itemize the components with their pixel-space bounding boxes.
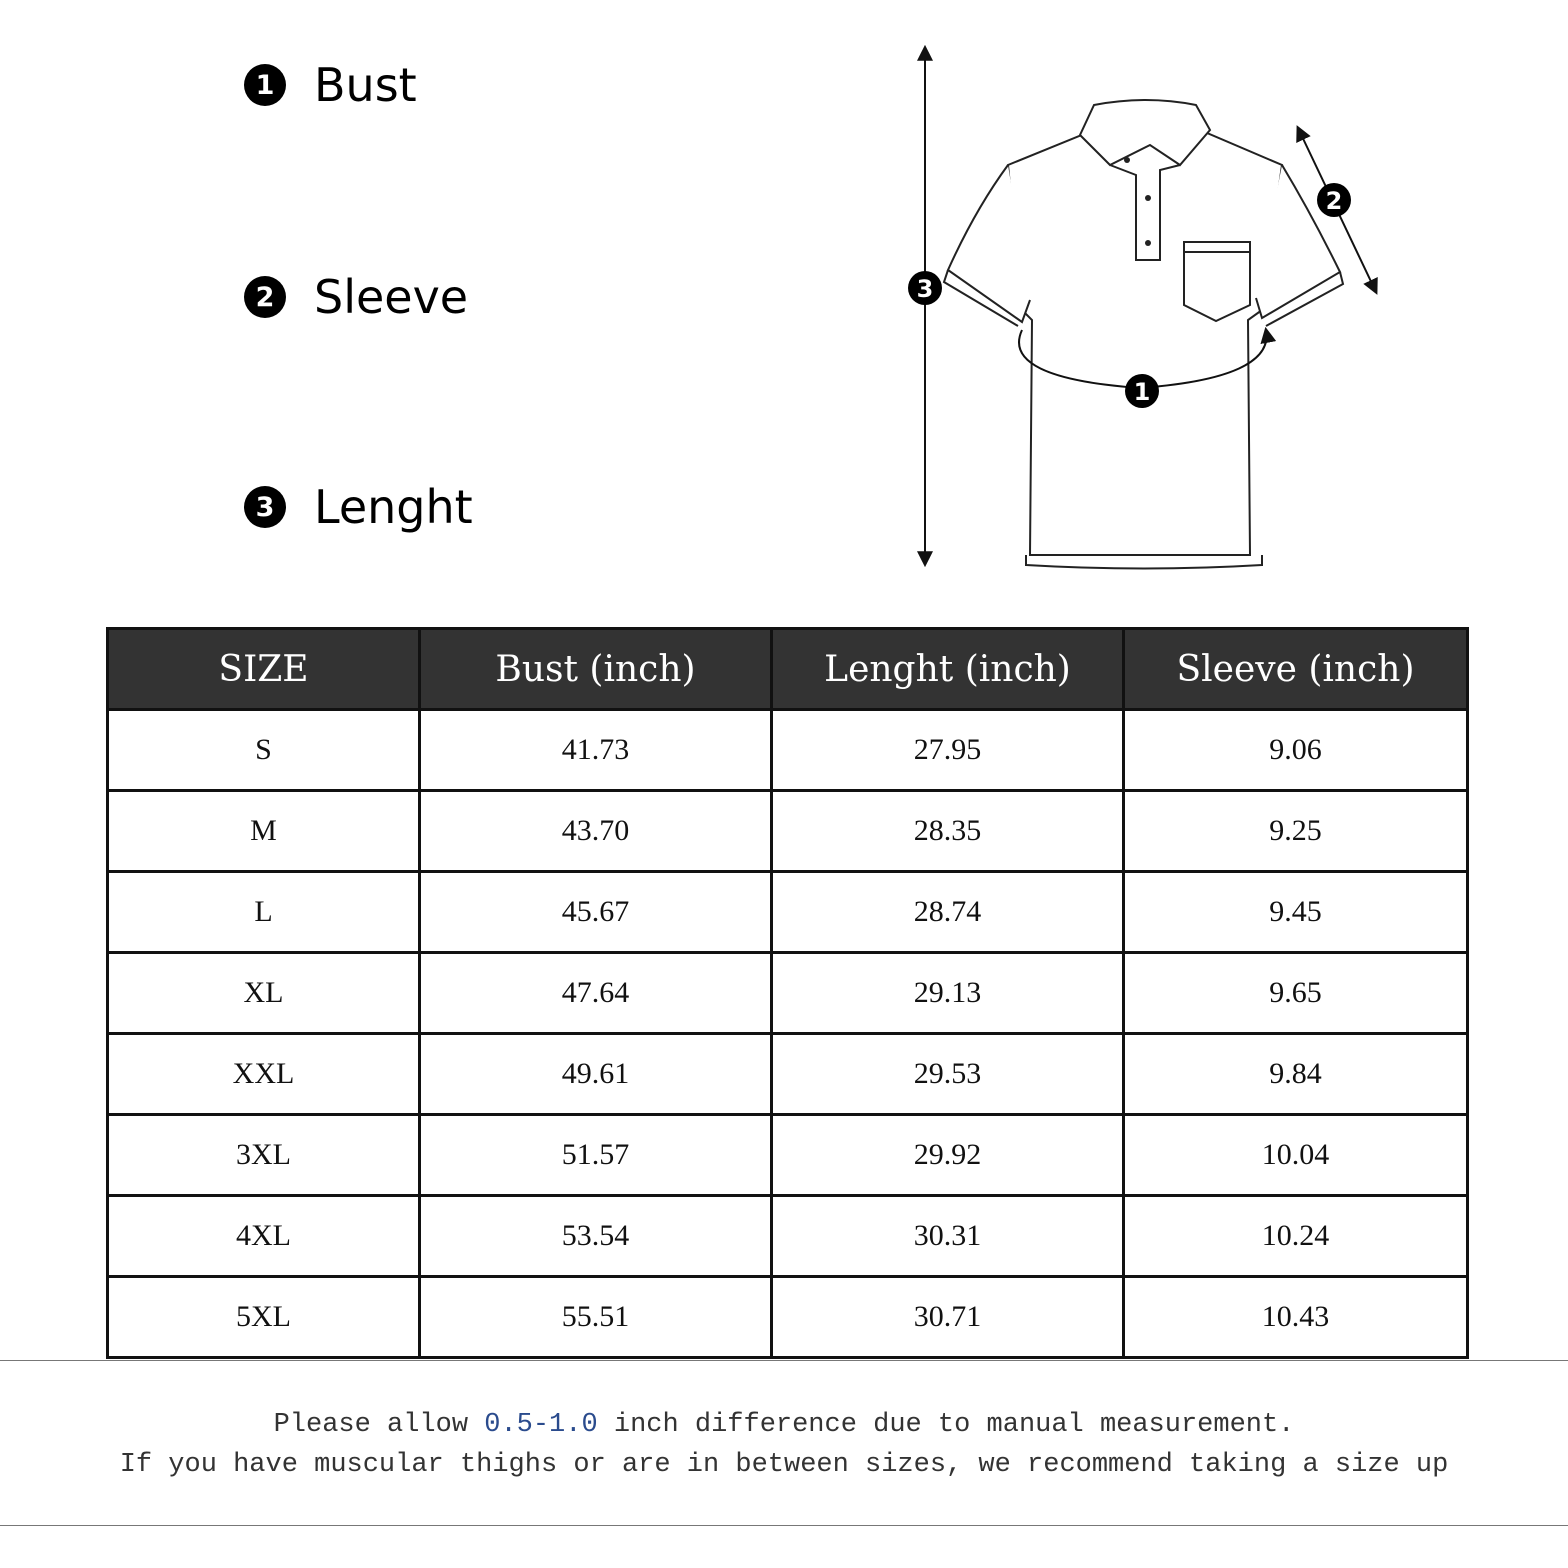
measurement-note: [0, 1410, 1568, 1440]
note-text: inch difference due to manual measurement.: [597, 1410, 1295, 1440]
tolerance-range: 0.5-1.0: [484, 1410, 598, 1440]
cell-bust: 45.67: [420, 872, 772, 953]
header-size: SIZE: [108, 629, 420, 710]
marker-length: [908, 271, 942, 305]
cell-sleeve: 9.45: [1124, 872, 1468, 953]
cell-bust: 51.57: [420, 1115, 772, 1196]
svg-text:2: 2: [1325, 187, 1343, 215]
cell-size: 3XL: [108, 1115, 420, 1196]
size-chart-table: [106, 627, 1469, 1359]
size-recommendation: If you have muscular thighs or are in between sizes, we recommend taking a size up: [119, 1450, 1449, 1480]
header-sleeve: Sleeve (inch): [1124, 629, 1468, 710]
cell-sleeve: 9.25: [1124, 791, 1468, 872]
cell-sleeve: 9.06: [1124, 710, 1468, 791]
cell-length: 29.53: [772, 1034, 1124, 1115]
legend-item-bust: [244, 58, 417, 112]
number-badge: 1: [244, 64, 286, 106]
cell-length: 27.95: [772, 710, 1124, 791]
cell-length: 29.13: [772, 953, 1124, 1034]
cell-sleeve: 9.65: [1124, 953, 1468, 1034]
legend-item-sleeve: [244, 270, 468, 324]
svg-text:3: 3: [916, 275, 934, 303]
cell-size: 4XL: [108, 1196, 420, 1277]
cell-size: M: [108, 791, 420, 872]
table-row: [108, 791, 1468, 872]
marker-bust: [1125, 374, 1159, 408]
table-row: [108, 1196, 1468, 1277]
marker-sleeve: [1317, 183, 1351, 217]
svg-text:1: 1: [1133, 378, 1151, 406]
cell-length: 30.71: [772, 1277, 1124, 1358]
divider: [0, 1525, 1568, 1526]
cell-size: S: [108, 710, 420, 791]
cell-size: XXL: [108, 1034, 420, 1115]
number-badge: 3: [244, 486, 286, 528]
cell-size: XL: [108, 953, 420, 1034]
table-row: [108, 710, 1468, 791]
cell-sleeve: 10.43: [1124, 1277, 1468, 1358]
table-row: [108, 953, 1468, 1034]
cell-bust: 41.73: [420, 710, 772, 791]
cell-length: 30.31: [772, 1196, 1124, 1277]
cell-bust: 49.61: [420, 1034, 772, 1115]
shirt-outline: [944, 100, 1343, 569]
cell-size: 5XL: [108, 1277, 420, 1358]
cell-size: L: [108, 872, 420, 953]
header-length: Lenght (inch): [772, 629, 1124, 710]
cell-sleeve: 9.84: [1124, 1034, 1468, 1115]
table-row: [108, 872, 1468, 953]
legend-label: Sleeve: [314, 270, 469, 324]
polo-shirt-diagram: [890, 30, 1410, 590]
number-badge: 2: [244, 276, 286, 318]
cell-sleeve: 10.24: [1124, 1196, 1468, 1277]
cell-sleeve: 10.04: [1124, 1115, 1468, 1196]
table-row: [108, 1034, 1468, 1115]
measurement-legend: [244, 50, 664, 570]
cell-bust: 53.54: [420, 1196, 772, 1277]
legend-label: Lenght: [314, 480, 473, 534]
cell-bust: 47.64: [420, 953, 772, 1034]
cell-bust: 43.70: [420, 791, 772, 872]
legend-label: Bust: [314, 58, 417, 112]
table-row: [108, 1115, 1468, 1196]
divider: [0, 1360, 1568, 1361]
table-header-row: [108, 629, 1468, 710]
cell-length: 28.74: [772, 872, 1124, 953]
header-bust: Bust (inch): [420, 629, 772, 710]
cell-length: 29.92: [772, 1115, 1124, 1196]
note-text: Please allow: [273, 1410, 485, 1440]
table-row: [108, 1277, 1468, 1358]
legend-item-length: [244, 480, 473, 534]
cell-bust: 55.51: [420, 1277, 772, 1358]
cell-length: 28.35: [772, 791, 1124, 872]
